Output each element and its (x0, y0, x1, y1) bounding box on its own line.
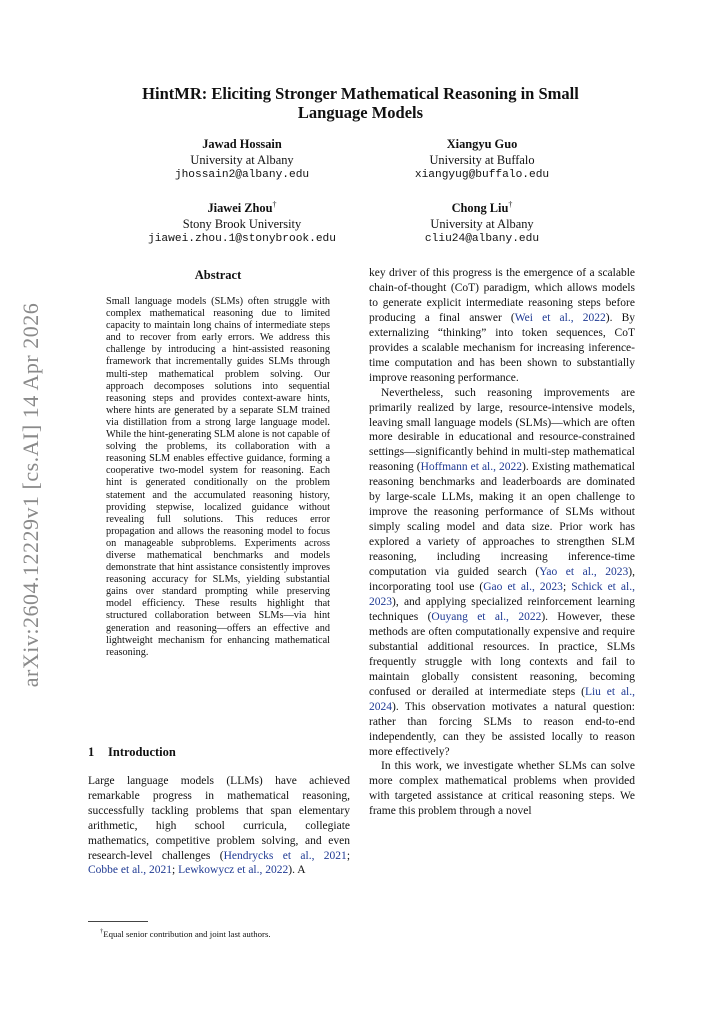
author-affiliation: University at Buffalo (429, 152, 535, 167)
introduction-paragraph-2: Nevertheless, such reasoning improvements are primarily realized by large, resource-intensive models, leaving small language models (SLMs)—which are often more desirable in educational and resource-constrained settings—significantly behind in multi-step mathematical reasoning (Hoffmann et al., 2022). Existing mathematical reasoning benchmarks and leaderboards are dominated by large-scale LLMs, making it an open challenge to improve the reasoning performance of SLMs without simply scaling model and data size. Prior work has explored a variety of approaches to strengthen SLM reasoning, including increasing inference-time computation via guided search (Yao et al., 2023), incorporating tool use (Gao et al., 2023; Schick et al., 2023), and applying specialized reinforcement learning techniques (Ouyang et al., 2022). However, these methods are often computationally expensive and require substantial additional resources. In practice, SLMs frequently struggle with long contexts and fail to maintain globally consistent reasoning, becoming confused or derailed at intermediate steps (Liu et al., 2024). This observation motivates a natural question: rather than forcing SLMs to reason end-to-end independently, can they be assisted locally to reason more effectively? (369, 386, 636, 758)
footnote: †Equal senior contribution and joint last authors. (100, 928, 271, 939)
footnote-divider (88, 921, 148, 922)
author-email[interactable]: jiawei.zhou.1@stonybrook.edu (148, 233, 336, 246)
author-name: Xiangyu Guo (446, 137, 518, 152)
author-affiliation: University at Albany (190, 152, 294, 167)
author-email[interactable]: jhossain2@albany.edu (174, 169, 310, 182)
author-name: Jiawei Zhou† (207, 200, 277, 216)
author-email[interactable]: cliu24@albany.edu (424, 233, 540, 246)
citation-link[interactable]: Hoffmann et al., 2022 (420, 461, 522, 474)
citation-link[interactable]: Yao et al., 2023 (539, 566, 629, 579)
paper-title-line-2: Language Models (297, 103, 424, 122)
citation-link[interactable]: Lewkowycz et al., 2022 (178, 864, 289, 877)
arxiv-identifier-text: arXiv:2604.12229v1 [cs.AI] 14 Apr 2026 (18, 302, 43, 688)
paper-title-line-1: HintMR: Eliciting Stronger Mathematical Reasoning in Small (142, 84, 579, 103)
citation-link[interactable]: Liu et al., 2024 (369, 685, 635, 713)
introduction-right-column (369, 266, 635, 819)
citation-link[interactable]: Ouyang et al., 2022 (431, 610, 542, 623)
author-block-1 (122, 133, 362, 184)
citation-link[interactable]: Gao et al., 2023 (483, 581, 563, 594)
author-email[interactable]: xiangyug@buffalo.edu (414, 169, 550, 182)
section-number: 1 (88, 745, 95, 759)
arxiv-identifier-stamp (12, 300, 50, 690)
paper-title (100, 84, 621, 122)
citation-link[interactable]: Wei et al., 2022 (514, 311, 606, 324)
author-name: Chong Liu† (451, 200, 513, 216)
author-block-3 (122, 197, 362, 248)
author-block-2 (362, 133, 602, 184)
introduction-paragraph-left: Large language models (LLMs) have achieved remarkable progress in mathematical reasoning, successfully tackling problems that span elementary arithmetic, high school curricula, collegiate mathematics, competitive problem solving, and even research-level challenges (Hendrycks et al., 2021; Cobbe et al., 2021; Lewkowycz et al., 2022). A (88, 775, 351, 877)
citation-link[interactable]: Schick et al., 2023 (369, 581, 635, 608)
author-affiliation: University at Albany (430, 216, 534, 231)
section-title: Introduction (108, 745, 176, 759)
author-block-4 (362, 197, 602, 248)
introduction-paragraph-3: In this work, we investigate whether SLMs can solve more complex mathematical problems when provided with targeted assistance at critical reasoning steps. We frame this problem through a novel (369, 760, 635, 818)
abstract-heading: Abstract (194, 268, 242, 282)
author-affiliation: Stony Brook University (182, 216, 302, 231)
citation-link[interactable]: Hendrycks et al., 2021 (223, 849, 347, 862)
introduction-paragraph-1-continued: key driver of this progress is the emergence of a scalable chain-of-thought (CoT) paradigm, which allows models to generate explicit intermediate reasoning steps before producing a final answer (Wei et al., 2022). By externalizing “thinking” into token sequences, CoT provides a scalable mechanism for increasing inference-time computation and has been shown to substantially improve reasoning performance. (369, 267, 635, 384)
section-heading-introduction (88, 745, 176, 760)
citation-link[interactable]: Cobbe et al., 2021 (88, 864, 172, 877)
author-name: Jawad Hossain (202, 137, 282, 152)
abstract-text: Small language models (SLMs) often struggle with complex mathematical reasoning due to limited capacity to maintain long chains of intermediate steps and to recover from early errors. We address this challenge by introducing a hint-assisted reasoning framework that incrementally guides SLMs through multi-step mathematical problem solving. Our approach decomposes solutions into sequential reasoning steps and provides context-aware hints, where hints are generated by a separate SLM trained via distillation from a strong large language model. While the hint-generating SLM alone is not capable of solving the problems, its collaboration with a reasoning SLM enables effective guidance, forming a cooperative two-model system for reasoning. Each hint is generated conditionally on the problem statement and the accumulated reasoning history, providing stepwise, localized guidance without revealing full solutions. This reduces error propagation and allows the reasoning model to focus on manageable subproblems. Experiments across diverse mathematical benchmarks and models demonstrate that hint assistance consistently improves reasoning accuracy for SLMs, yielding substantial gains over standard prompting while preserving model efficiency. These results highlight that structured collaboration between SLMs—via hint generation and reasoning—offers an effective and lightweight mechanism for enhancing mathematical reasoning. (106, 296, 330, 658)
